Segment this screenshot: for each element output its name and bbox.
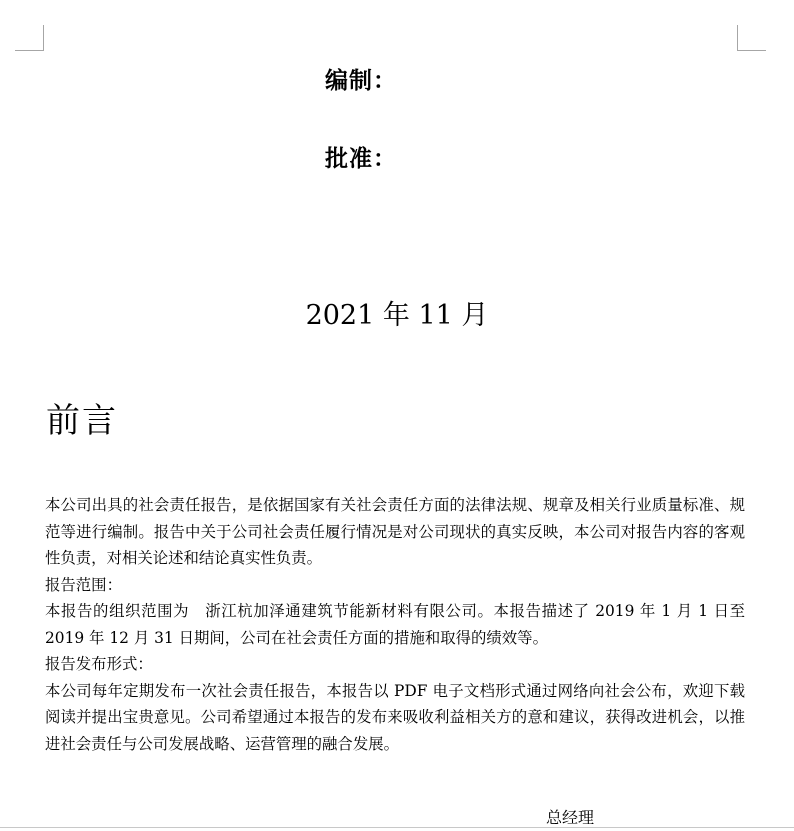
- crop-mark-top-right: [737, 25, 766, 51]
- publication-heading: 报告发布形式：: [45, 655, 153, 673]
- report-date: 2021 年 11 月: [305, 300, 489, 331]
- approved-by-label: 批准：: [325, 146, 397, 172]
- compiled-by-label: 编制：: [325, 68, 397, 94]
- page-bottom-edge: [0, 827, 794, 828]
- scope-heading: 报告范围：: [45, 575, 122, 594]
- crop-mark-top-left: [15, 25, 44, 51]
- scope-paragraph: 本报告的组织范围为 浙江杭加泽通建筑节能新材料有限公司。本报告描述了 2019 年 1 月 1 日至 2019 年 12 月 31 日期间，公司在社会责任方面的措施和取得的绩效等。: [45, 602, 745, 647]
- publication-paragraph: 本公司每年定期发布一次社会责任报告，本报告以 PDF 电子文档形式通过网络向社会公布，欢迎下载阅读并提出宝贵意见。公司希望通过本报告的发布来吸收利益相关方的意和建议，获得改进机会，以推进社会责任与公司发展战略、运营管理的融合发展。: [45, 681, 745, 753]
- preface-body: [45, 492, 745, 757]
- intro-paragraph: 本公司出具的社会责任报告，是依据国家有关社会责任方面的法律法规、规章及相关行业质量标准、规范等进行编制。报告中关于公司社会责任履行情况是对公司现状的真实反映，本公司对报告内容的客观性负责，对相关论述和结论真实性负责。: [45, 496, 745, 567]
- preface-heading: 前言: [46, 401, 118, 441]
- signature-label: 总经理: [546, 808, 595, 827]
